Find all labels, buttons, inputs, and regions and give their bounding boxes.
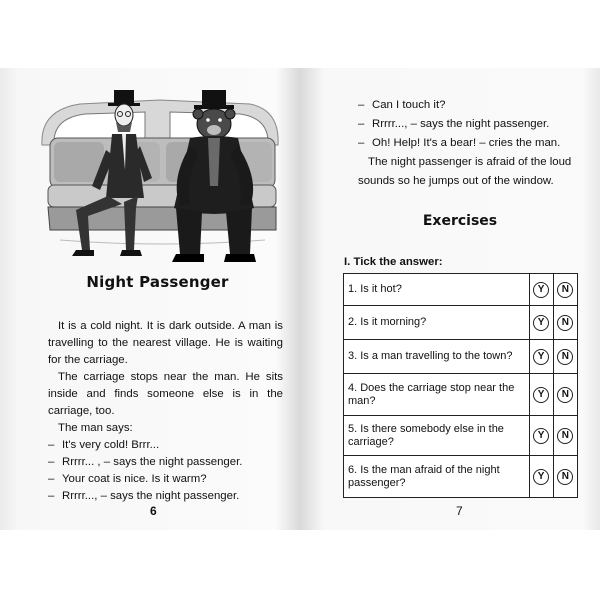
question-cell: 4. Does the carriage stop near the man? — [344, 374, 530, 416]
page-number-right: 7 — [456, 504, 463, 518]
table-row — [344, 374, 578, 416]
yes-tick-option[interactable]: Y — [533, 428, 549, 444]
dialogue-line: – Oh! Help! It's a bear! – cries the man. — [358, 137, 561, 149]
question-cell: 3. Is a man travelling to the town? — [344, 340, 530, 374]
question-cell: 6. Is the man afraid of the night passenger? — [344, 456, 530, 498]
dialogue-line: – Rrrrr... , – says the night passenger. — [48, 456, 243, 468]
question-cell: 1. Is it hot? — [344, 274, 530, 306]
table-row — [344, 274, 578, 306]
story-paragraph: The man says: — [58, 422, 133, 434]
exercise-table — [343, 273, 578, 498]
book-spread — [0, 68, 600, 530]
story-paragraph: The night passenger is afraid of the loud sounds so he jumps out of the window. — [358, 156, 572, 187]
dialogue-line: – Your coat is nice. Is it warm? — [48, 473, 207, 485]
no-tick-option[interactable]: N — [557, 282, 573, 298]
question-cell: 2. Is it morning? — [344, 306, 530, 340]
story-paragraph: The carriage stops near the man. He sits inside and finds someone else is in the carriage, too. — [48, 371, 283, 417]
exercise-instruction: I. Tick the answer: — [344, 256, 443, 268]
left-page — [30, 68, 300, 530]
table-row — [344, 306, 578, 340]
story-text-left — [48, 318, 283, 505]
table-row — [344, 340, 578, 374]
dialogue-line: – Can I touch it? — [358, 99, 446, 111]
page-number-left: 6 — [150, 504, 157, 518]
yes-tick-option[interactable]: Y — [533, 469, 549, 485]
question-cell: 5. Is there somebody else in the carriage? — [344, 416, 530, 456]
dialogue-line: – Rrrrr..., – says the night passenger. — [48, 490, 240, 502]
table-row — [344, 416, 578, 456]
no-tick-option[interactable]: N — [557, 387, 573, 403]
yes-tick-option[interactable]: Y — [533, 349, 549, 365]
no-tick-option[interactable]: N — [557, 469, 573, 485]
dialogue-line: – Rrrrr..., – says the night passenger. — [358, 118, 550, 130]
dialogue-line: – It's very cold! Brrr... — [48, 439, 160, 451]
carriage-illustration — [40, 90, 280, 270]
table-row — [344, 456, 578, 498]
yes-tick-option[interactable]: Y — [533, 282, 549, 298]
no-tick-option[interactable]: N — [557, 315, 573, 331]
no-tick-option[interactable]: N — [557, 349, 573, 365]
story-paragraph: It is a cold night. It is dark outside. A man is travelling to the nearest village. He is waiting for the carriage. — [48, 320, 283, 366]
right-page — [330, 68, 590, 530]
story-title: Night Passenger — [86, 273, 229, 291]
story-text-right — [358, 96, 590, 191]
yes-tick-option[interactable]: Y — [533, 315, 549, 331]
exercises-title: Exercises — [422, 213, 498, 229]
yes-tick-option[interactable]: Y — [533, 387, 549, 403]
no-tick-option[interactable]: N — [557, 428, 573, 444]
